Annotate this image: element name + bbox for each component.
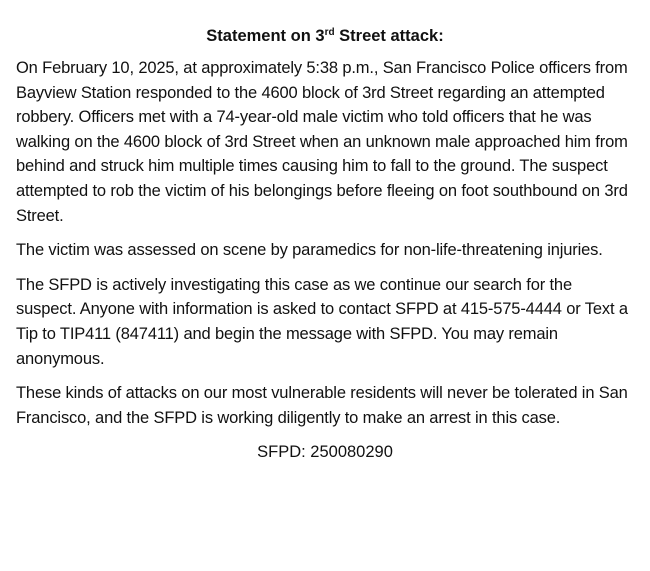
paragraph-incident: On February 10, 2025, at approximately 5:38 p.m., San Francisco Police officers from Bayview Station responded to the 4600 block of 3rd Street regarding an attempted robbery. Officers met with a 74-year-old male victim who told officers that he was walking on the 4600 block of 3rd Street when an unknown male approached him from behind and struck him multiple times causing him to fall to the ground. The suspect attempted to rob the victim of his belongings before fleeing on foot southbound on 3rd Street. <box>16 59 628 225</box>
paragraph-closing: These kinds of attacks on our most vulnerable residents will never be tolerated in San Francisco, and the SFPD is working diligently to make an arrest in this case. <box>16 384 628 427</box>
case-reference: SFPD: 250080290 <box>257 443 393 462</box>
statement-document <box>16 24 634 464</box>
paragraph-injuries: The victim was assessed on scene by paramedics for non-life-threatening injuries. <box>16 241 603 260</box>
statement-title <box>16 24 634 48</box>
paragraph-investigation: The SFPD is actively investigating this case as we continue our search for the suspect. Anyone with information is asked to contact SFPD at 415-575-4444 or Text a Tip to TIP411 (847411) and begin the message with SFPD. You may remain anonymous. <box>16 275 628 368</box>
title-superscript: rd <box>324 27 335 38</box>
title-suffix: Street attack: <box>334 27 444 45</box>
title-prefix: Statement on 3 <box>206 27 325 45</box>
